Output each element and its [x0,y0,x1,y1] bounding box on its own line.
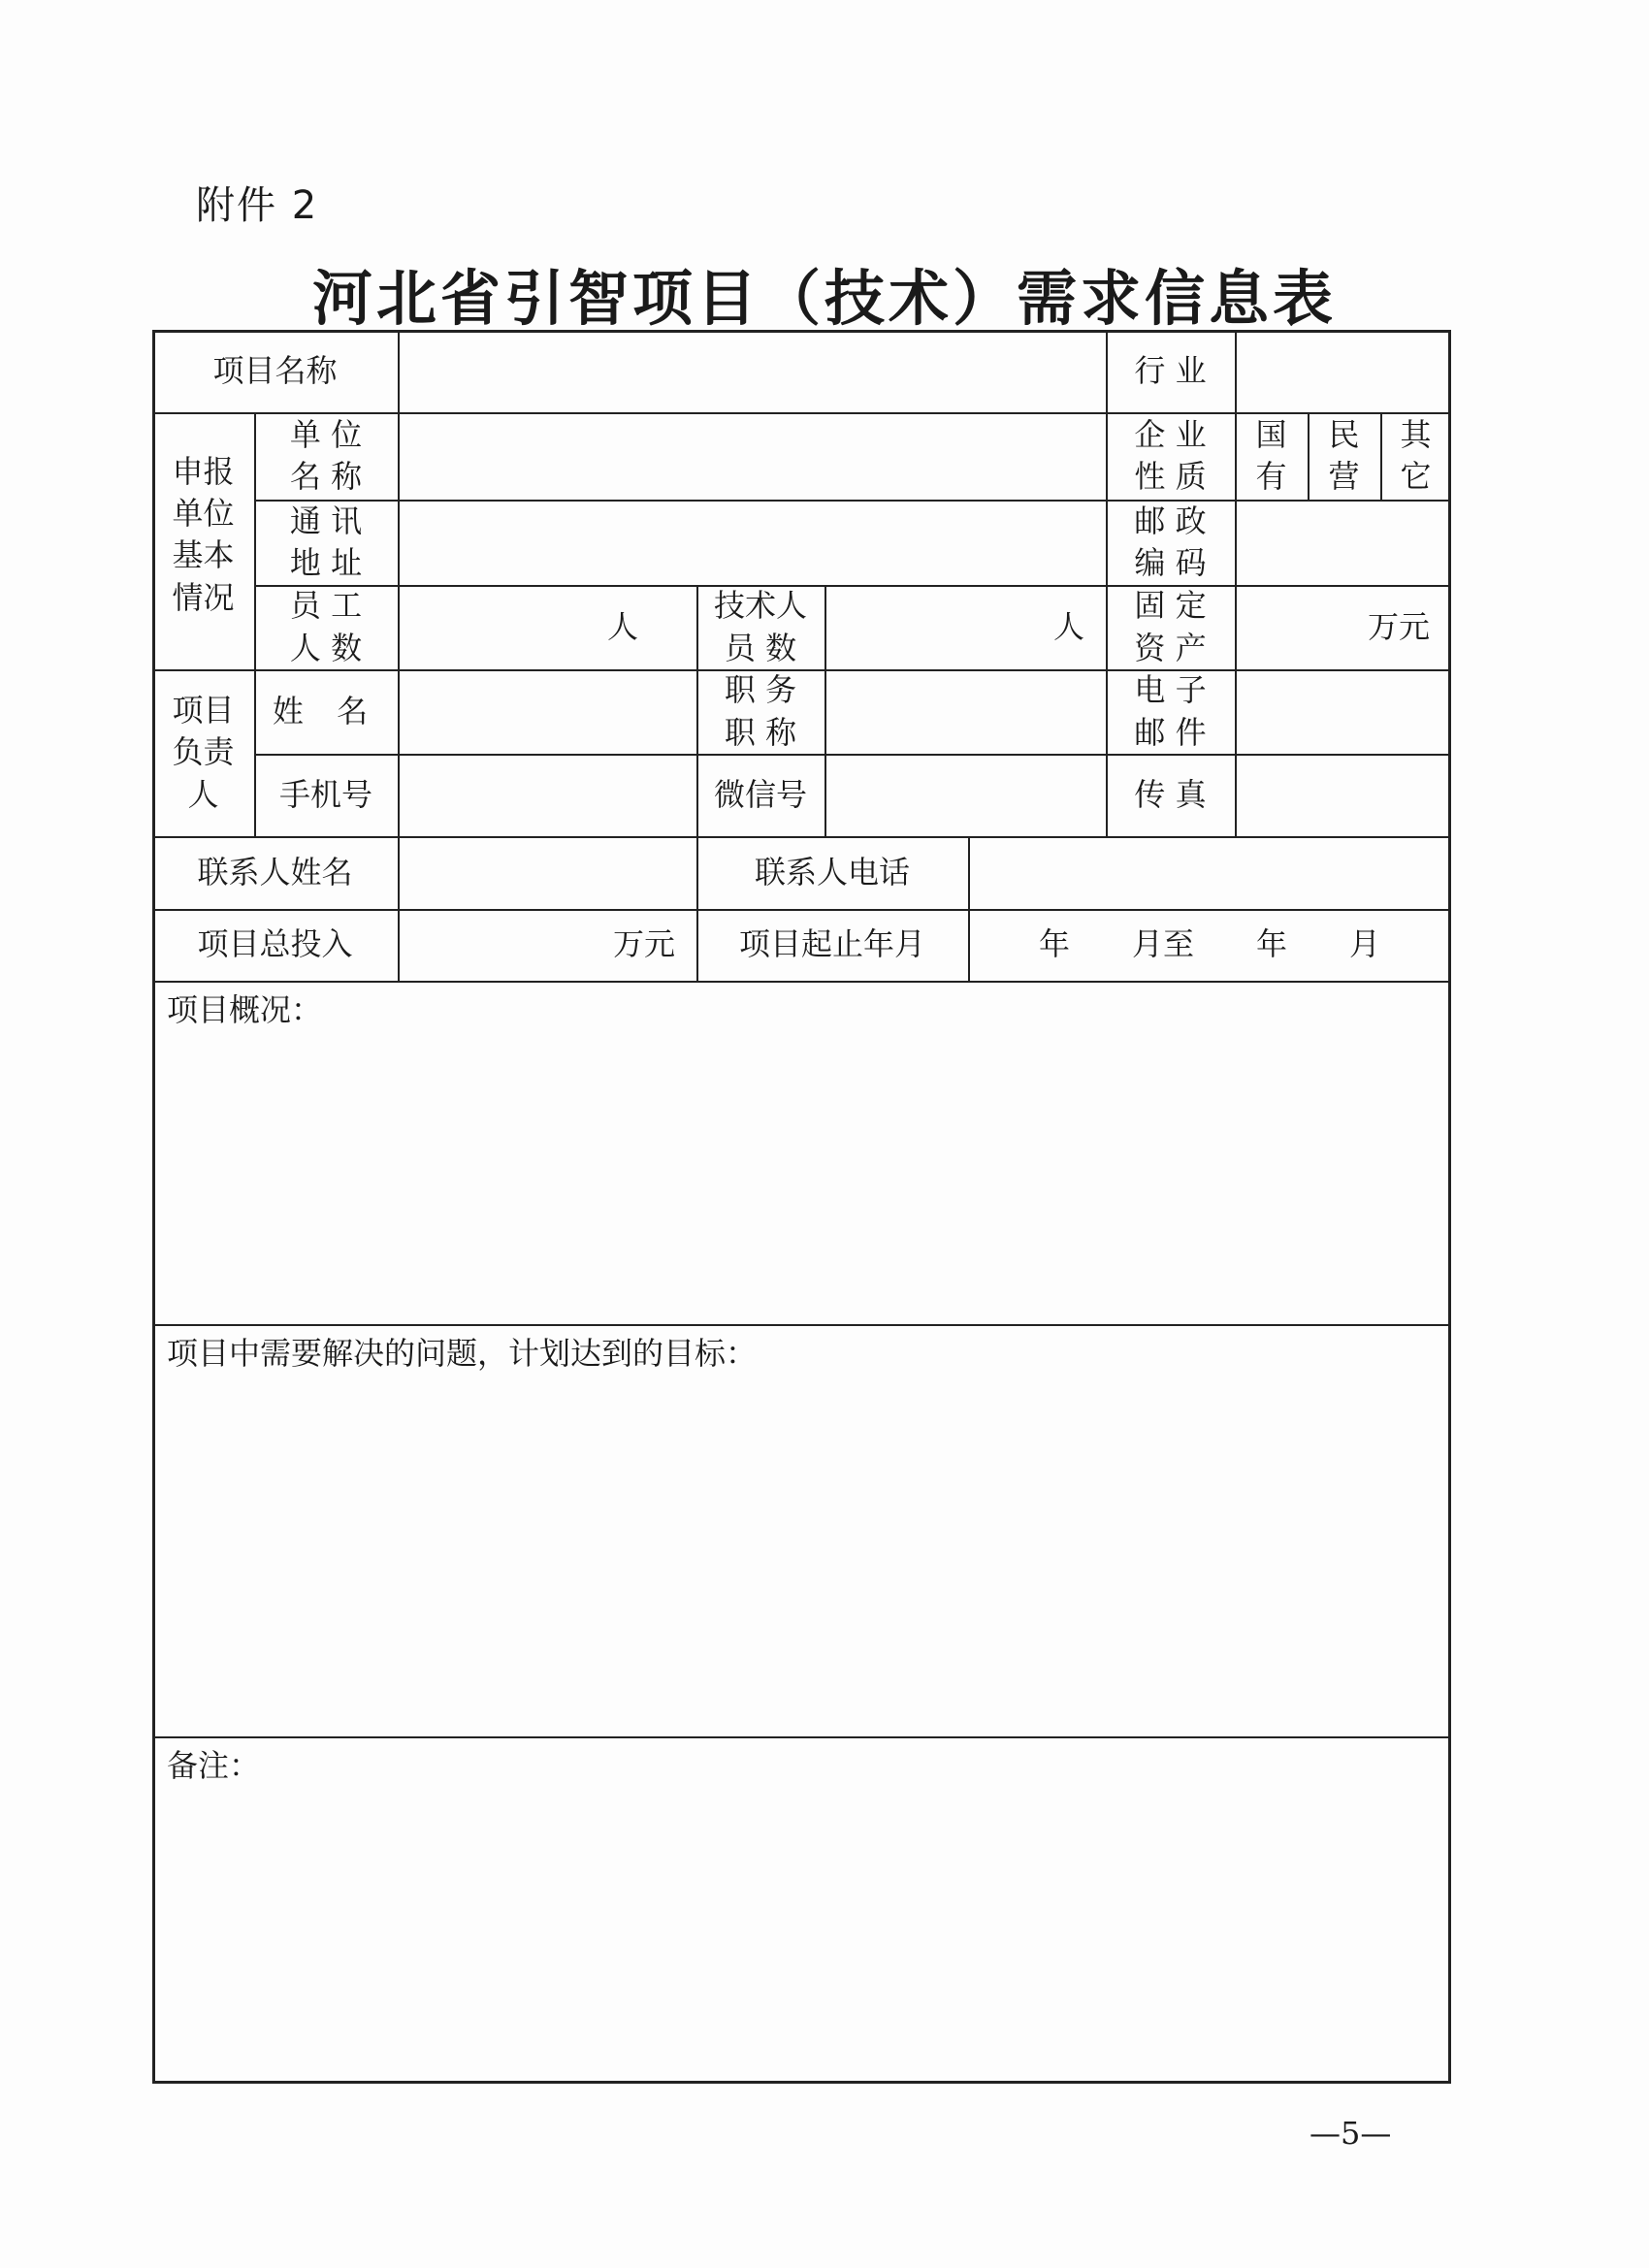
form-title: 河北省引智项目（技术）需求信息表 [311,263,1337,334]
position-label: 职 务 职 称 [724,671,797,751]
employees-field[interactable]: 人 [606,607,638,645]
tech-staff-label: 技术人 员 数 [713,587,807,666]
overview-label: 项目概况： [167,991,323,1028]
page-number: —5— [1310,2115,1392,2152]
employees-label: 员 工 人 数 [289,587,363,666]
contact-phone-label: 联系人电话 [754,853,910,891]
applicant-group-label: 申报单位基本情况 [172,453,235,616]
row-divider [152,1324,1451,1326]
total-investment-label: 项目总投入 [197,925,353,963]
tech-staff-field[interactable]: 人 [1052,607,1084,645]
overview-field[interactable] [152,1028,1451,1319]
fax-field[interactable] [1235,754,1451,836]
problems-field[interactable] [152,1372,1451,1731]
row-divider [152,1736,1451,1738]
problems-label: 项目中需要解决的问题，计划达到的目标： [167,1335,758,1372]
address-field[interactable] [398,500,1106,585]
contact-name-label: 联系人姓名 [197,853,353,891]
leader-name-field[interactable] [398,669,696,754]
mobile-field[interactable] [398,754,696,836]
nature-other[interactable]: 其 它 [1400,415,1432,495]
leader-name-label: 姓 名 [272,692,380,729]
unit-name-field[interactable] [398,412,1106,500]
attachment-label: 附件 2 [196,183,319,228]
unit-name-label: 单 位 名 称 [289,415,363,495]
fixed-assets-label: 固 定 资 产 [1134,587,1207,666]
postcode-field[interactable] [1235,500,1451,585]
row-divider [152,981,1451,983]
leader-group-label: 项目负责人 [172,692,235,813]
email-field[interactable] [1235,669,1451,754]
remarks-label: 备注： [167,1747,261,1784]
project-name-field[interactable] [398,330,1106,412]
fixed-assets-field[interactable]: 万元 [1367,607,1430,645]
contact-name-field[interactable] [398,836,696,909]
email-label: 电 子 邮 件 [1134,671,1207,751]
remarks-field[interactable] [152,1784,1451,2075]
fax-label: 传 真 [1134,775,1207,813]
industry-label: 行 业 [1134,351,1207,389]
project-name-label: 项目名称 [212,351,338,389]
wechat-label: 微信号 [713,775,807,813]
total-investment-field[interactable]: 万元 [612,925,675,963]
nature-private[interactable]: 民 营 [1328,415,1360,495]
mobile-label: 手机号 [278,775,372,813]
postcode-label: 邮 政 编 码 [1134,502,1207,581]
enterprise-nature-label: 企 业 性 质 [1134,415,1207,495]
address-label: 通 讯 地 址 [289,502,363,581]
industry-field[interactable] [1235,330,1451,412]
position-field[interactable] [824,669,1106,754]
period-label: 项目起止年月 [738,925,925,963]
contact-phone-field[interactable] [968,836,1451,909]
nature-state-owned[interactable]: 国 有 [1255,415,1287,495]
period-field[interactable]: 年 月至 年 月 [1038,925,1380,963]
wechat-field[interactable] [824,754,1106,836]
